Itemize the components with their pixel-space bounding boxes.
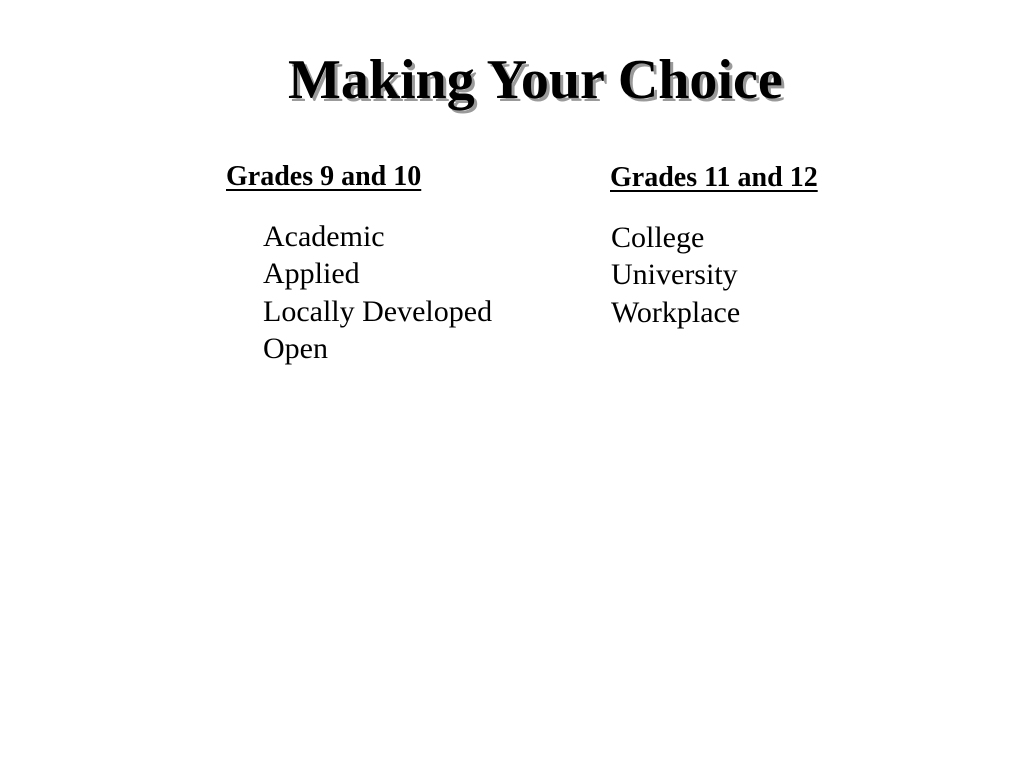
grades-11-12-course-list — [611, 219, 818, 332]
list-item: Locally Developed — [263, 294, 493, 328]
list-item: Open — [263, 332, 328, 366]
grades-9-10-course-list — [263, 218, 492, 368]
grades-11-12-heading: Grades 11 and 12 — [610, 162, 818, 193]
list-item: College — [611, 220, 705, 254]
list-item: Applied — [263, 257, 360, 291]
grades-9-10-heading: Grades 9 and 10 — [226, 161, 422, 192]
slide-title: Making Your Choice — [288, 49, 783, 111]
list-item: Workplace — [611, 295, 741, 329]
grades-11-12-column — [610, 161, 818, 331]
list-item: University — [611, 258, 738, 292]
list-item: Academic — [263, 219, 385, 253]
grades-9-10-column — [226, 160, 492, 368]
